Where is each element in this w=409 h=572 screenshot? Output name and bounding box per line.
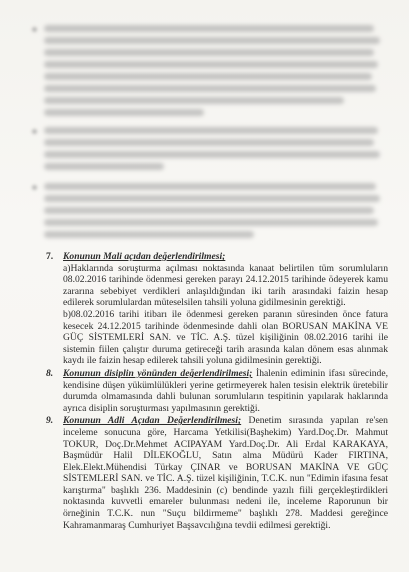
section-number: 7. — [46, 251, 54, 262]
paragraph-text: Denetim sırasında yapılan re'sen inceleme sonucuna göre, Harcama Yetkilisi(Başhekim) Yard.Doç.Dr. Mahmut TOKUR, Doç.Dr.Mehmet ACIPAYAM Yard.Doç.Dr. Ali Erdal KARAKAYA, Başmüdür Halil DİLEKOĞLU, Satın alma Müdürü Kader FIRTINA, Elek.Elekt.Mühendisi Türkay ÇINAR ve BORUSAN MAKİNA VE GÜÇ SİSTEMLERİ SAN. ve TİC. A.Ş. tüzel kişiliğinin, T.C.K. nun "Edimin ifasına fesat karıştırma" başlıklı 236. Maddesinin (c) bendinde yazılı fiili gerçekleştirdikleri noktasında kuvvetli emareler bulunması nedeni ile, inceleme Raporunun bir örneğinin T.C.K. nun "Suçu bildirmeme" başlıklı 278. Maddesi gereğince Kahramanmaraş Cumhuriyet Başsavcılığına tevdii edilmesi gerektiği. — [63, 415, 388, 531]
section-heading: Konunun Mali açıdan değerlendirilmesi; — [63, 251, 226, 262]
paragraph-a: a)Haklarında soruşturma açılması noktasında kanaat belirtilen tüm sorumluların 08.02.2016 tarihinde ödenmesi gereken parayı 24.12.2015 tarihinde ödeyerek kamu zararına sebebiyet verdikleri anlaşıldığından iki tarih arasındaki faizin hesap edilerek sorumlulardan müteselsilen tahsili yoluna gidilmesinin gerektiği. — [63, 262, 388, 309]
section-8 — [46, 368, 388, 414]
section-body — [63, 415, 388, 531]
section-number: 8. — [46, 367, 54, 379]
report-sections — [46, 251, 388, 531]
section-heading: Konunun Adli Açıdan Değerlendirilmesi; — [63, 415, 242, 427]
section-number: 9. — [46, 415, 54, 427]
paragraph-text: İhalenin ediminin ifası sürecinde, kendisine düşen yükümlülükleri yerine getirmeyerek halen tesisin elektrik üretebilir durumda olmamasında dahli bulunan sorumluların tespitinin yapılarak haklarında ayrıca disiplin soruşturması yapılmasının gerektiği. — [63, 367, 388, 414]
paragraph-b: b)08.02.2016 tarihi itibarı ile ödenmesi gereken paranın süresinden önce fatura kesecek 24.12.2015 tarihinde ödenmesinde dahli olan BORUSAN MAKİNA VE GÜÇ SİSTEMLERİ SAN. ve TİC. A.Ş. tüzel kişiliğinin 08.02.2016 tarihi ile sistemin fiilen çalıştır duruma getireceği tarih arasında kalan dönem esas alınmak kaydı ile faizin hesap edilerek tahsili yoluna gidilmesinin gerektiği. — [63, 308, 388, 367]
section-body — [63, 368, 388, 414]
redacted-text-region — [30, 8, 385, 248]
section-9 — [46, 415, 388, 531]
section-7 — [46, 251, 388, 367]
section-heading: Konunun disiplin yönünden değerlendirilmesi; — [63, 367, 253, 379]
